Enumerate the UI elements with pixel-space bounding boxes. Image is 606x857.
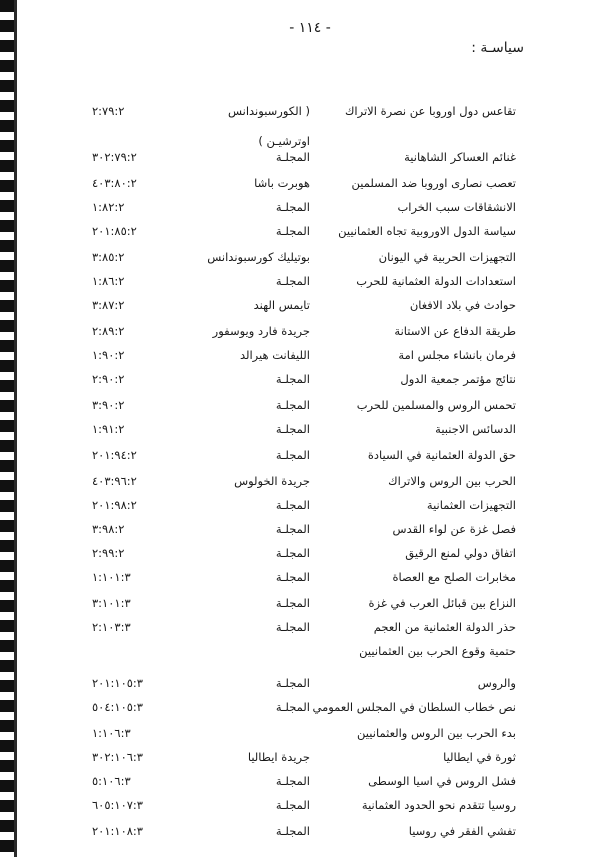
- entry-ref: ١:١٠٦:٣: [92, 726, 131, 740]
- entry-title: الحرب بين الروس والاتراك: [388, 474, 516, 488]
- entry-ref: ٢:١٠٣:٣: [92, 620, 131, 634]
- entry-title: النزاع بين قبائل العرب في غزة: [368, 596, 516, 610]
- entry-title: روسيا تتقدم نحو الحدود العثمانية: [361, 798, 516, 812]
- entry-ref: ١:٩٠:٢: [92, 348, 125, 362]
- entry-row: [0, 324, 606, 346]
- entry-row: [0, 298, 606, 320]
- entry-ref: ٥٠٤:١٠٥:٣: [92, 700, 143, 714]
- entry-source: جريدة ايطاليا: [247, 750, 310, 764]
- entry-title: بدء الحرب بين الروس والعثمانيين: [357, 726, 516, 740]
- entry-title: طريقة الدفاع عن الاستانة: [394, 324, 516, 338]
- entry-row: [0, 422, 606, 444]
- entry-title: مخابرات الصلح مع العصاة: [392, 570, 516, 584]
- entry-row: [0, 676, 606, 698]
- entry-row: [0, 620, 606, 642]
- entry-source: المجلـة: [275, 620, 310, 634]
- entry-ref: ٣:١٠١:٣: [92, 596, 131, 610]
- entry-row: [0, 104, 606, 126]
- entry-source: المجلـة: [275, 570, 310, 584]
- entry-ref: ٣٠٢:١٠٦:٣: [92, 750, 143, 764]
- entry-ref: ١:٨٦:٢: [92, 274, 125, 288]
- entry-title: فرمان بانشاء مجلس امة: [398, 348, 516, 362]
- entry-source: المجلـة: [275, 224, 310, 238]
- entry-ref: ٣٠٢:٧٩:٢: [92, 150, 137, 164]
- entry-title: تحمس الروس والمسلمين للحرب: [356, 398, 516, 412]
- entry-source: المجلـة: [275, 798, 310, 812]
- entry-row: [0, 546, 606, 568]
- entry-source: الليفانت هيرالد: [239, 348, 310, 362]
- entry-row: [0, 150, 606, 172]
- entry-title: حوادث في بلاد الافغان: [409, 298, 516, 312]
- entry-source: جريدة الخولوس: [234, 474, 310, 488]
- entry-ref: ٢٠١:٩٤:٢: [92, 448, 137, 462]
- entry-title: استعدادات الدولة العثمانية للحرب: [356, 274, 516, 288]
- entry-row: [0, 176, 606, 198]
- entry-source: المجلـة: [275, 676, 310, 690]
- entry-source: اوترشيـن ): [258, 134, 310, 148]
- entry-title: اتفاق دولي لمنع الرقيق: [405, 546, 516, 560]
- entry-source: هوبرت باشا: [254, 176, 310, 190]
- entry-row: [0, 774, 606, 796]
- entry-title: حق الدولة العثمانية في السيادة: [367, 448, 516, 462]
- entry-source: جريدة فارد ويوسفور: [212, 324, 310, 338]
- entry-row: [0, 250, 606, 272]
- entry-ref: ٢٠١:١٠٥:٣: [92, 676, 143, 690]
- entry-row: [0, 570, 606, 592]
- entry-source: ( الكورسبوندانس: [227, 104, 310, 118]
- entry-ref: ٢:٧٩:٢: [92, 104, 125, 118]
- entry-row: [0, 200, 606, 222]
- entry-row: [0, 474, 606, 496]
- entry-row: [0, 372, 606, 394]
- entry-title: تقاعس دول اوروبا عن نصرة الاتراك: [344, 104, 516, 118]
- entry-row: [0, 596, 606, 618]
- entry-title: غنائم العساكر الشاهانية: [404, 150, 516, 164]
- entry-source: المجلـة: [275, 422, 310, 436]
- entry-source: المجلـة: [275, 596, 310, 610]
- entry-source: المجلـة: [275, 546, 310, 560]
- entry-ref: ٥:١٠٦:٣: [92, 774, 131, 788]
- entry-row: [0, 824, 606, 846]
- entry-row: [0, 750, 606, 772]
- entry-title: حذر الدولة العثمانية من العجم: [373, 620, 516, 634]
- entry-row: [0, 798, 606, 820]
- entry-row: [0, 644, 606, 666]
- entry-source: المجلـة: [275, 824, 310, 838]
- entry-source: المجلـة: [275, 150, 310, 164]
- entry-title: والروس: [477, 676, 516, 690]
- entry-title: نص خطاب السلطان في المجلس العمومي: [312, 700, 516, 714]
- entry-row: [0, 274, 606, 296]
- entry-ref: ٢٠١:٩٨:٢: [92, 498, 137, 512]
- entry-ref: ٢:٩٩:٢: [92, 546, 125, 560]
- entry-source: المجلـة: [275, 522, 310, 536]
- entry-source: المجلـة: [275, 700, 310, 714]
- entry-title: فشل الروس في اسيا الوسطى: [368, 774, 516, 788]
- entry-title: التجهيزات الحربية في اليونان: [378, 250, 516, 264]
- entry-row: [0, 224, 606, 246]
- page-number: - ١١٤ -: [289, 20, 331, 36]
- entry-source: المجلـة: [275, 372, 310, 386]
- entry-ref: ٦٠٥:١٠٧:٣: [92, 798, 143, 812]
- entry-ref: ٢:٩٠:٢: [92, 372, 125, 386]
- entry-source: المجلـة: [275, 498, 310, 512]
- entry-ref: ٣:٩٨:٢: [92, 522, 125, 536]
- entry-title: تعصب نصارى اوروبا ضد المسلمين: [351, 176, 516, 190]
- entry-source: المجلـة: [275, 774, 310, 788]
- entry-row: [0, 522, 606, 544]
- entry-title: ثورة في ايطاليا: [443, 750, 516, 764]
- entry-title: حتمية وقوع الحرب بين العثمانيين: [359, 644, 516, 658]
- entry-ref: ٤٠٣:٨٠:٢: [92, 176, 137, 190]
- entry-ref: ٢٠١:١٠٨:٣: [92, 824, 143, 838]
- entry-ref: ١:١٠١:٣: [92, 570, 131, 584]
- entry-ref: ٢:٨٩:٢: [92, 324, 125, 338]
- entry-ref: ٢٠١:٨٥:٢: [92, 224, 137, 238]
- entry-ref: ١:٨٢:٢: [92, 200, 125, 214]
- entry-row: [0, 398, 606, 420]
- entry-source: بوتيليك كورسبوندانس: [207, 250, 310, 264]
- entry-row: [0, 498, 606, 520]
- entry-source: تايمس الهند: [253, 298, 310, 312]
- entry-source: المجلـة: [275, 274, 310, 288]
- section-heading: سياسـة :: [471, 40, 524, 56]
- entry-ref: ١:٩١:٢: [92, 422, 125, 436]
- entry-source: المجلـة: [275, 200, 310, 214]
- entry-title: تفشي الفقر في روسيا: [408, 824, 516, 838]
- entry-ref: ٤٠٣:٩٦:٢: [92, 474, 137, 488]
- entry-title: فصل غزة عن لواء القدس: [392, 522, 516, 536]
- entry-ref: ٣:٨٧:٢: [92, 298, 125, 312]
- entry-source: المجلـة: [275, 398, 310, 412]
- entry-row: [0, 700, 606, 722]
- entry-ref: ٣:٩٠:٢: [92, 398, 125, 412]
- entry-title: الدسائس الاجنبية: [435, 422, 516, 436]
- entry-source: المجلـة: [275, 448, 310, 462]
- entry-title: سياسة الدول الاوروبية تجاه العثمانيين: [338, 224, 516, 238]
- entry-ref: ٣:٨٥:٢: [92, 250, 125, 264]
- entry-title: نتائج مؤتمر جمعية الدول: [400, 372, 516, 386]
- entry-title: الانشقاقات سبب الخراب: [397, 200, 516, 214]
- entry-row: [0, 448, 606, 470]
- entry-row: [0, 348, 606, 370]
- entry-title: التجهيزات العثمانية: [426, 498, 516, 512]
- entry-row: [0, 726, 606, 748]
